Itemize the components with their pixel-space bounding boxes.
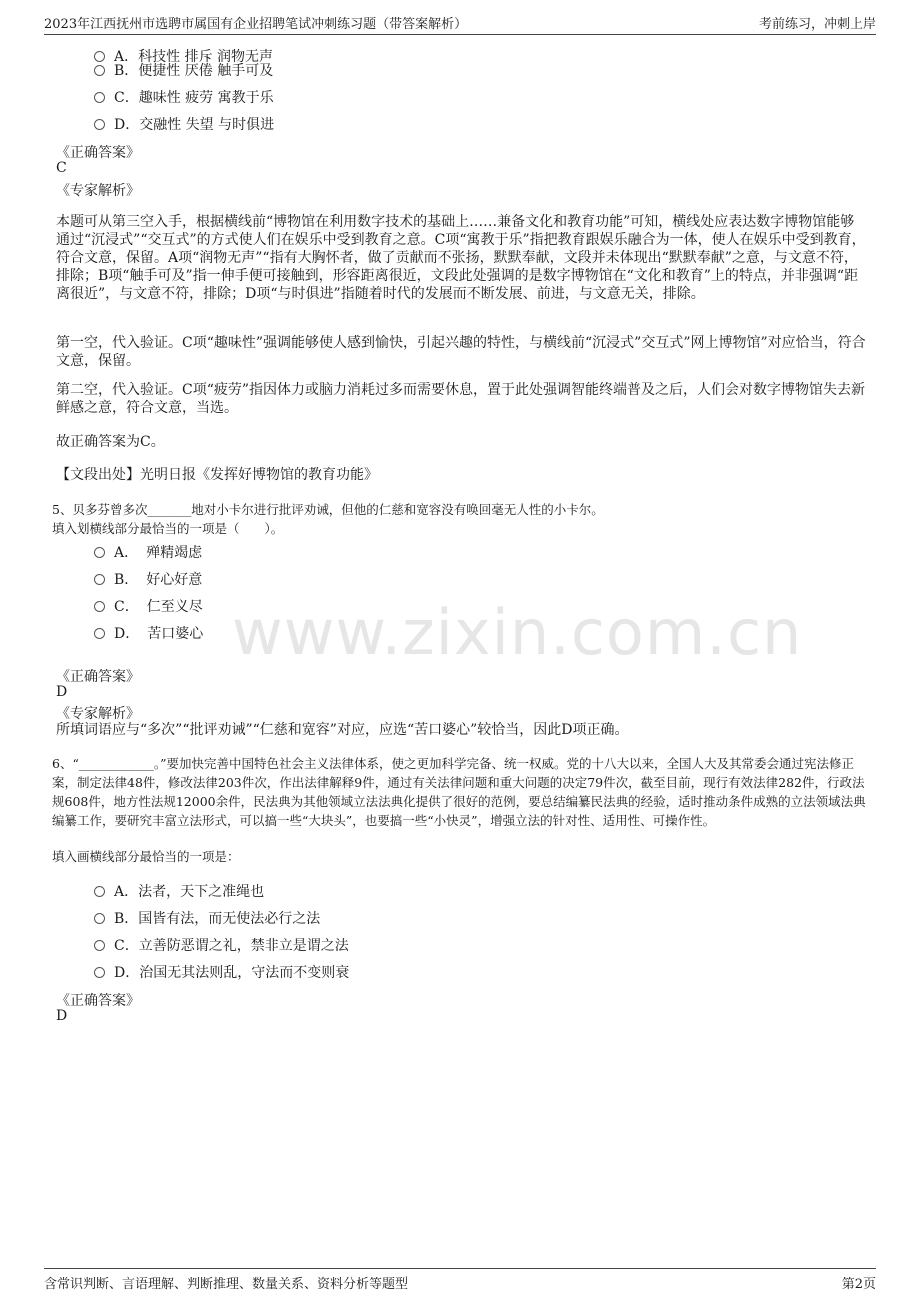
q4-answer: C bbox=[56, 160, 67, 176]
q4-analysis-conclusion: 故正确答案为C。 bbox=[56, 434, 165, 450]
q6-option-a[interactable]: A．法者，天下之准绳也 bbox=[94, 881, 264, 901]
q6-option-c[interactable]: C．立善防恶谓之礼，禁非立是谓之法 bbox=[94, 935, 349, 955]
radio-icon[interactable] bbox=[94, 967, 105, 978]
radio-icon[interactable] bbox=[94, 628, 105, 639]
q4-option-b[interactable]: B．便捷性 厌倦 触手可及 bbox=[94, 60, 273, 80]
q5-option-d[interactable]: D． 苦口婆心 bbox=[94, 623, 203, 643]
q5-analysis-tag: 《专家解析》 bbox=[56, 706, 140, 722]
header-slogan: 考前练习，冲刺上岸 bbox=[758, 17, 876, 32]
radio-icon[interactable] bbox=[94, 913, 105, 924]
q4-answer-tag: 《正确答案》 bbox=[56, 145, 140, 161]
q6-answer-tag: 《正确答案》 bbox=[56, 993, 140, 1009]
q4-analysis-paragraph: 第一空，代入验证。C项“趣味性”强调能够使人感到愉快，引起兴趣的特性，与横线前“沉浸式”交互式”网上博物馆”对应恰当，符合文意，保留。 bbox=[56, 335, 866, 369]
q4-option-a[interactable]: A．科技性 排斥 润物无声 bbox=[94, 46, 273, 66]
radio-icon[interactable] bbox=[94, 119, 105, 130]
q6-prompt: 填入画横线部分最恰当的一项是： bbox=[52, 849, 240, 864]
q5-option-a[interactable]: A． 殚精竭虑 bbox=[94, 542, 202, 562]
q5-answer: D bbox=[56, 684, 68, 700]
q6-option-d[interactable]: D．治国无其法则乱，守法而不变则衰 bbox=[94, 962, 349, 982]
q5-analysis: 所填词语应与“多次”“批评劝诫”“仁慈和宽容”对应，应选“苦口婆心”较恰当，因此D项正确。 bbox=[56, 722, 629, 738]
q5-answer-tag: 《正确答案》 bbox=[56, 669, 140, 685]
q5-option-c[interactable]: C． 仁至义尽 bbox=[94, 596, 203, 616]
radio-icon[interactable] bbox=[94, 940, 105, 951]
q6-option-b[interactable]: B．国皆有法，而无使法必行之法 bbox=[94, 908, 320, 928]
watermark: www.zixin.com.cn bbox=[232, 596, 803, 669]
document-title: 2023年江西抚州市选聘市属国有企业招聘笔试冲刺练习题（带答案解析） bbox=[44, 17, 468, 32]
q4-analysis-paragraph: 第二空，代入验证。C项“疲劳”指因体力或脑力消耗过多而需要休息，置于此处强调智能终端普及之后，人们会对数字博物馆失去新鲜感之意，符合文意，当选。 bbox=[56, 382, 866, 416]
radio-icon[interactable] bbox=[94, 601, 105, 612]
q4-option-d[interactable]: D．交融性 失望 与时俱进 bbox=[94, 114, 274, 134]
q6-stem: 6、“____________。”要加快完善中国特色社会主义法律体系，使之更加科学完备、统一权威。党的十八大以来，全国人大及其常委会通过宪法修正案，制定法律48件，修改法律203件次，作出法律解释9件，通过有关法律问题和重大问题的决定79件次，截至目前，现行有效法律282件，行政法规608件，地方性法规12000余件，民法典为其他领域立法法典化提供了很好的范例，要总结编纂民法典的经验，适时推动条件成熟的立法领域法典编纂工作，要研究丰富立法形式，可以搞一些“大块头”，也要搞一些“小快灵”，增强立法的针对性、适用性、可操作性。 bbox=[52, 756, 866, 828]
page-header bbox=[44, 12, 876, 35]
radio-icon[interactable] bbox=[94, 92, 105, 103]
q4-analysis-tag: 《专家解析》 bbox=[56, 183, 140, 199]
page-footer bbox=[44, 1268, 876, 1291]
q5-stem: 5、贝多芬曾多次_______地对小卡尔进行批评劝诫，但他的仁慈和宽容没有唤回毫无人性的小卡尔。 bbox=[52, 502, 604, 517]
q4-analysis-paragraph: 本题可从第三空入手，根据横线前“博物馆在利用数字技术的基础上……兼备文化和教育功能”可知，横线处应表达数字博物馆能够通过“沉浸式”“交互式”的方式使人们在娱乐中受到教育之意。C项“寓教于乐”指把教育跟娱乐融合为一体，使人在娱乐中受到教育，符合文意，保留。A项“润物无声”“指有大胸怀者，做了贡献而不张扬，默默奉献，文段并未体现出“默默奉献”之意，与文意不符，排除；B项“触手可及”指一伸手便可接触到，形容距离很近，文段此处强调的是数字博物馆在“文化和教育”上的特点，并非强调“距离很近”，与文意不符，排除；D项“与时俱进”指随着时代的发展而不断发展、前进，与文意无关，排除。 bbox=[56, 214, 866, 302]
radio-icon[interactable] bbox=[94, 574, 105, 585]
radio-icon[interactable] bbox=[94, 547, 105, 558]
q5-option-b[interactable]: B． 好心好意 bbox=[94, 569, 202, 589]
radio-icon[interactable] bbox=[94, 886, 105, 897]
footer-topics: 含常识判断、言语理解、判断推理、数量关系、资料分析等题型 bbox=[44, 1277, 409, 1292]
q5-prompt: 填入划横线部分最恰当的一项是（ ）。 bbox=[52, 521, 284, 536]
page-number: 第2页 bbox=[841, 1277, 876, 1292]
q6-answer: D bbox=[56, 1008, 68, 1024]
radio-icon[interactable] bbox=[94, 65, 105, 76]
q4-option-c[interactable]: C．趣味性 疲劳 寓教于乐 bbox=[94, 87, 274, 107]
q4-source: 【文段出处】光明日报《发挥好博物馆的教育功能》 bbox=[56, 467, 378, 483]
